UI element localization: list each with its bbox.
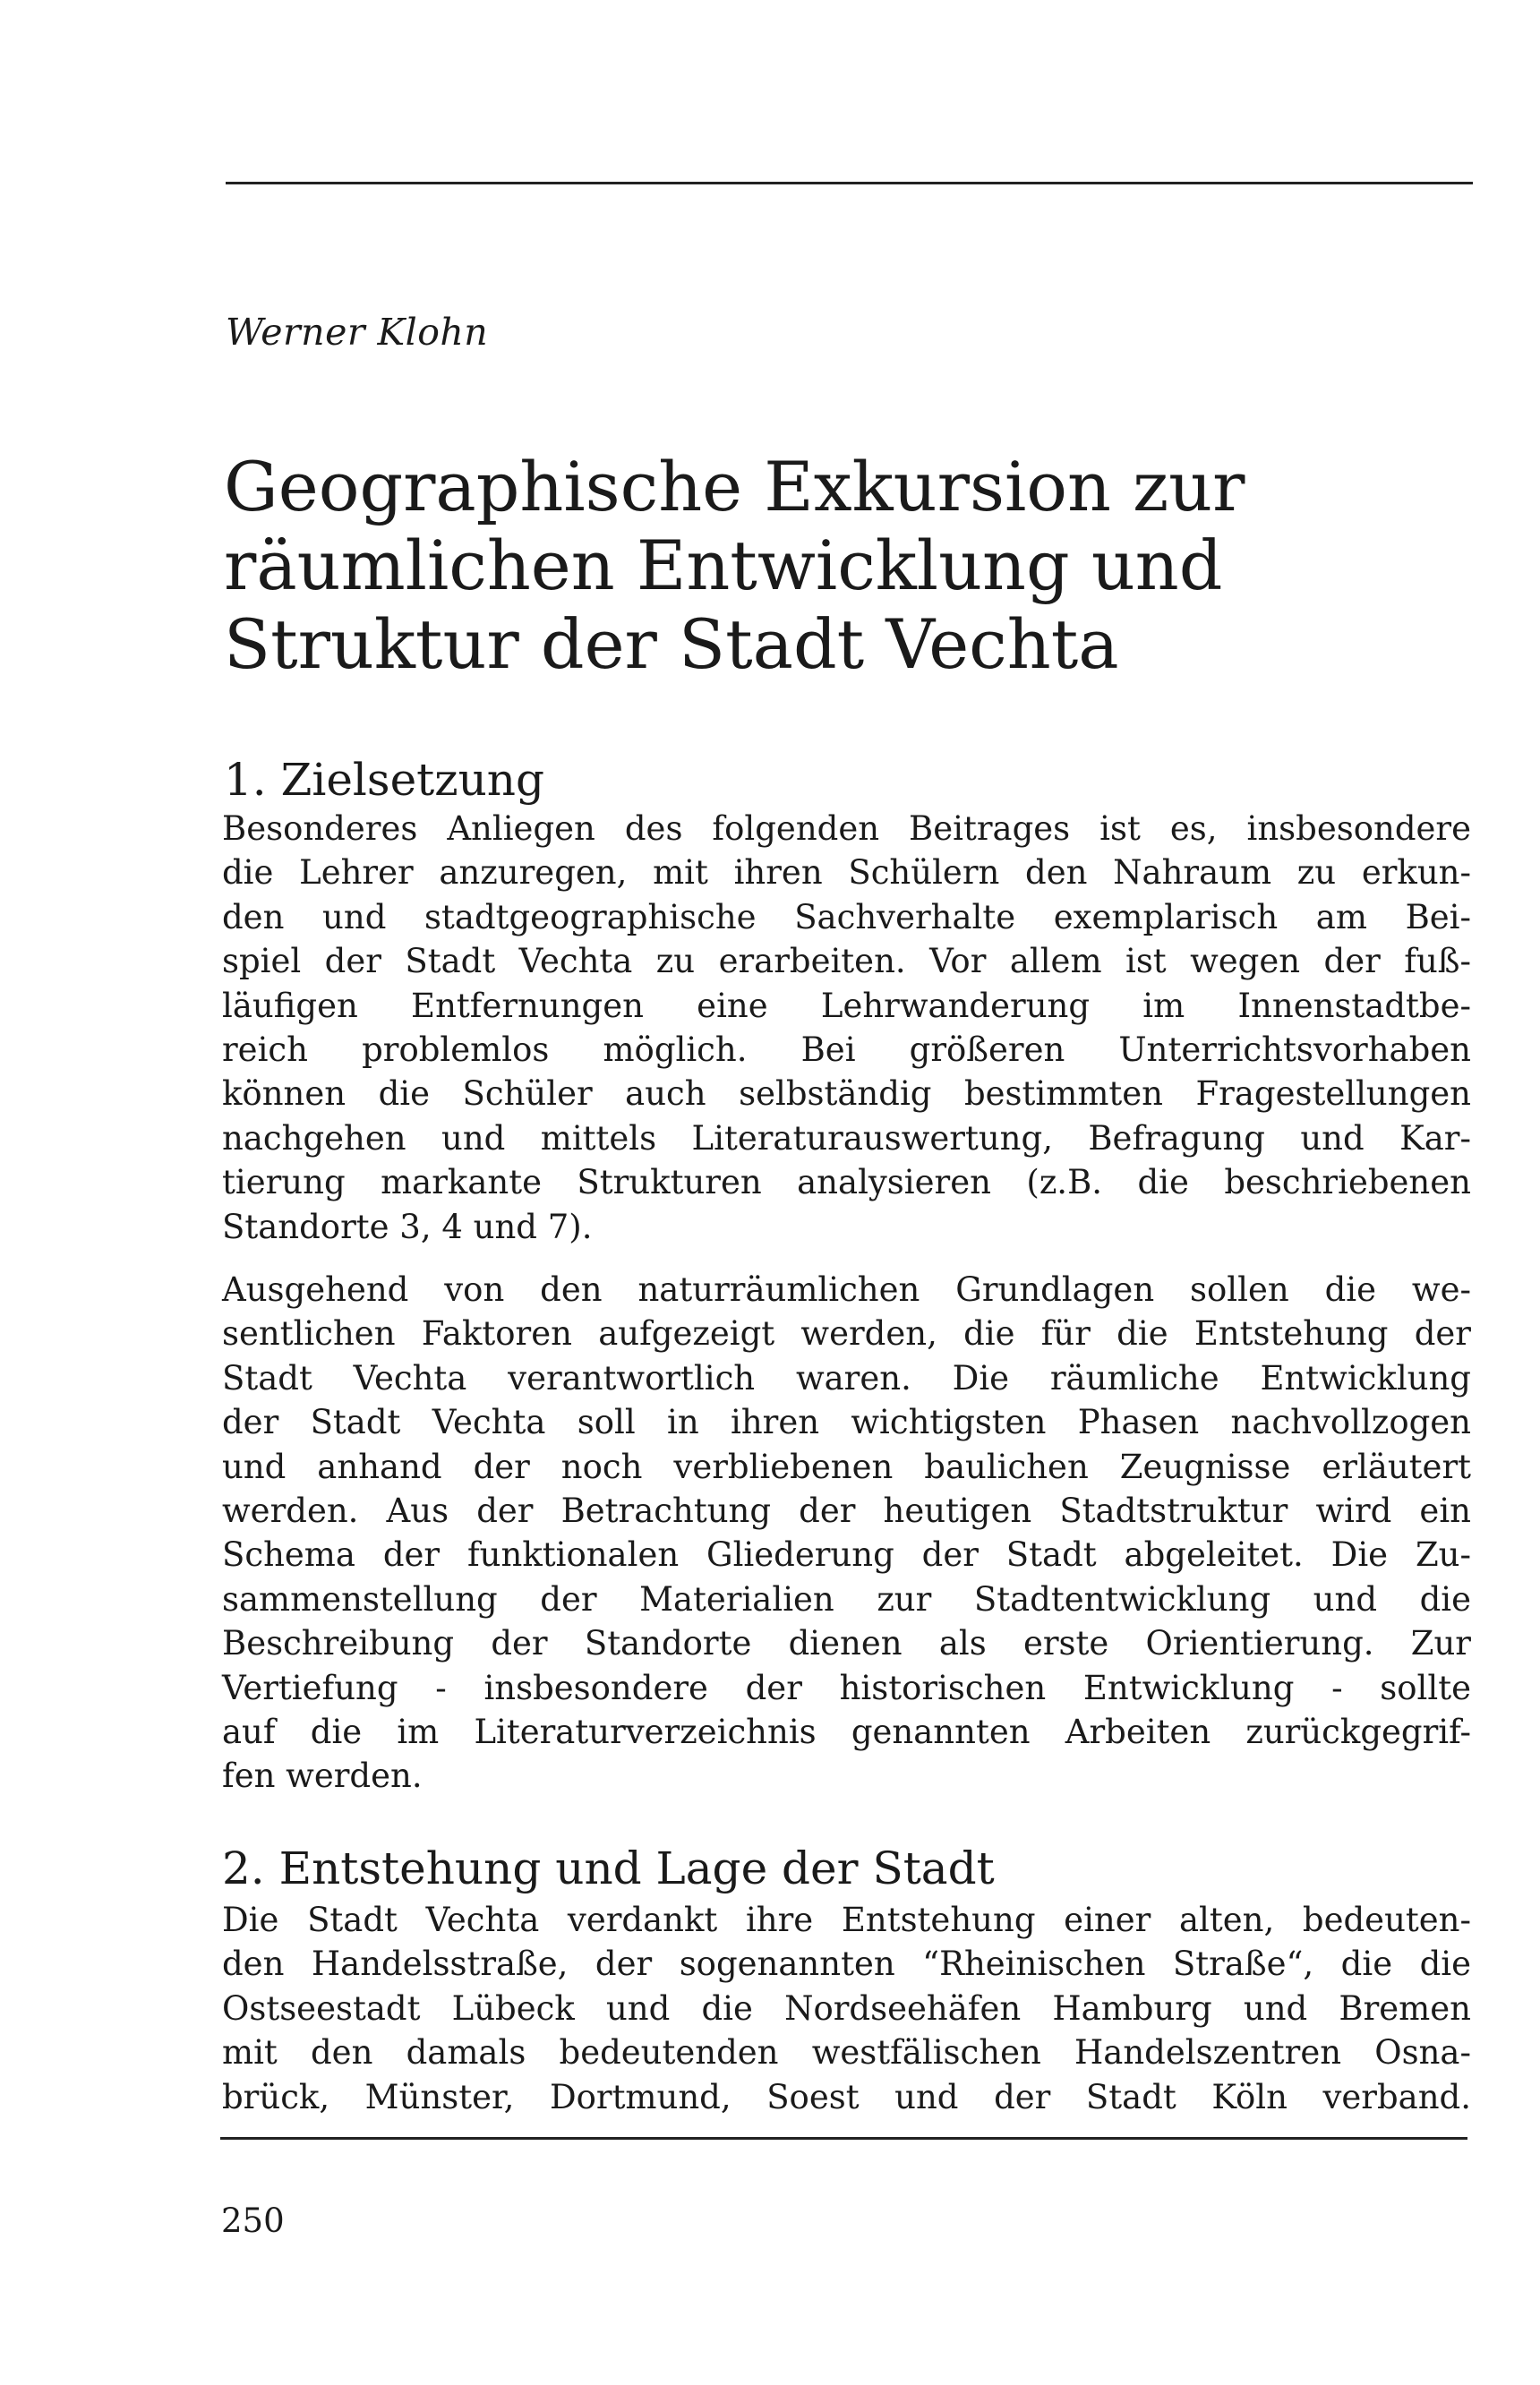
- title-line: räumlichen Entwicklung und: [224, 526, 1223, 605]
- text-line: können die Schüler auch selbständig bestimmten Fragestellungen: [222, 1074, 1471, 1114]
- title-line: Geographische Exkursion zur: [224, 447, 1245, 526]
- author-name: Werner Klohn: [226, 311, 489, 354]
- section-heading-entstehung: 2. Entstehung und Lage der Stadt: [222, 1842, 995, 1894]
- text-line: spiel der Stadt Vechta zu erarbeiten. Vor allem ist wegen der fuß-: [222, 942, 1471, 981]
- text-line: Stadt Vechta verantwortlich waren. Die räumliche Entwicklung: [222, 1358, 1471, 1398]
- title-line: Struktur der Stadt Vechta: [224, 604, 1119, 684]
- text-line: tierung markante Strukturen analysieren (z.B. die beschriebenen: [222, 1163, 1471, 1202]
- bottom-rule: [220, 2137, 1467, 2140]
- text-line: sentlichen Faktoren aufgezeigt werden, die für die Entstehung der: [222, 1314, 1471, 1354]
- text-line: Die Stadt Vechta verdankt ihre Entstehung einer alten, bedeuten-: [222, 1901, 1471, 1939]
- top-rule: [226, 182, 1473, 184]
- text-line: brück, Münster, Dortmund, Soest und der Stadt Köln verband.: [222, 2077, 1471, 2116]
- text-line: die Lehrer anzuregen, mit ihren Schülern den Nahraum zu erkun-: [222, 853, 1471, 893]
- text-line: Besonderes Anliegen des folgenden Beitrages ist es, insbesondere: [222, 809, 1471, 848]
- text-line: Ausgehend von den naturräumlichen Grundlagen sollen die we-: [222, 1270, 1471, 1309]
- text-line: auf die im Literaturverzeichnis genannten Arbeiten zurückgegrif-: [222, 1713, 1471, 1752]
- paragraph-entstehung-1: [222, 1898, 1471, 2119]
- paragraph-zielsetzung-2: [222, 1268, 1471, 1799]
- text-line: Ostseestadt Lübeck und die Nordseehäfen Hamburg und Bremen: [222, 1988, 1471, 2028]
- text-line: Beschreibung der Standorte dienen als erste Orientierung. Zur: [222, 1624, 1471, 1663]
- text-line: Standorte 3, 4 und 7).: [222, 1207, 593, 1246]
- paragraph-zielsetzung-1: [222, 807, 1471, 1249]
- text-line: Vertiefung - insbesondere der historischen Entwicklung - sollte: [222, 1668, 1471, 1707]
- text-line: Schema der funktionalen Gliederung der Stadt abgeleitet. Die Zu-: [222, 1535, 1471, 1575]
- text-line: nachgehen und mittels Literaturauswertung, Befragung und Kar-: [222, 1118, 1471, 1158]
- text-line: den Handelsstraße, der sogenannten “Rheinischen Straße“, die die: [222, 1945, 1471, 1984]
- text-line: werden. Aus der Betrachtung der heutigen Stadtstruktur wird ein: [222, 1492, 1471, 1531]
- text-line: den und stadtgeographische Sachverhalte exemplarisch am Bei-: [222, 897, 1471, 936]
- text-line: fen werden.: [222, 1757, 423, 1796]
- page-number: 250: [221, 2201, 285, 2240]
- section-heading-zielsetzung: 1. Zielsetzung: [224, 754, 545, 806]
- text-line: der Stadt Vechta soll in ihren wichtigsten Phasen nachvollzogen: [222, 1403, 1471, 1442]
- text-line: reich problemlos möglich. Bei größeren Unterrichtsvorhaben: [222, 1030, 1471, 1070]
- text-line: mit den damals bedeutenden westfälischen Handelszentren Osna-: [222, 2033, 1471, 2073]
- article-title: [224, 448, 1495, 684]
- text-line: läufigen Entfernungen eine Lehrwanderung im Innenstadtbe-: [222, 986, 1471, 1025]
- text-line: und anhand der noch verbliebenen baulichen Zeugnisse erläutert: [222, 1447, 1471, 1486]
- text-line: sammenstellung der Materialien zur Stadtentwicklung und die: [222, 1579, 1471, 1619]
